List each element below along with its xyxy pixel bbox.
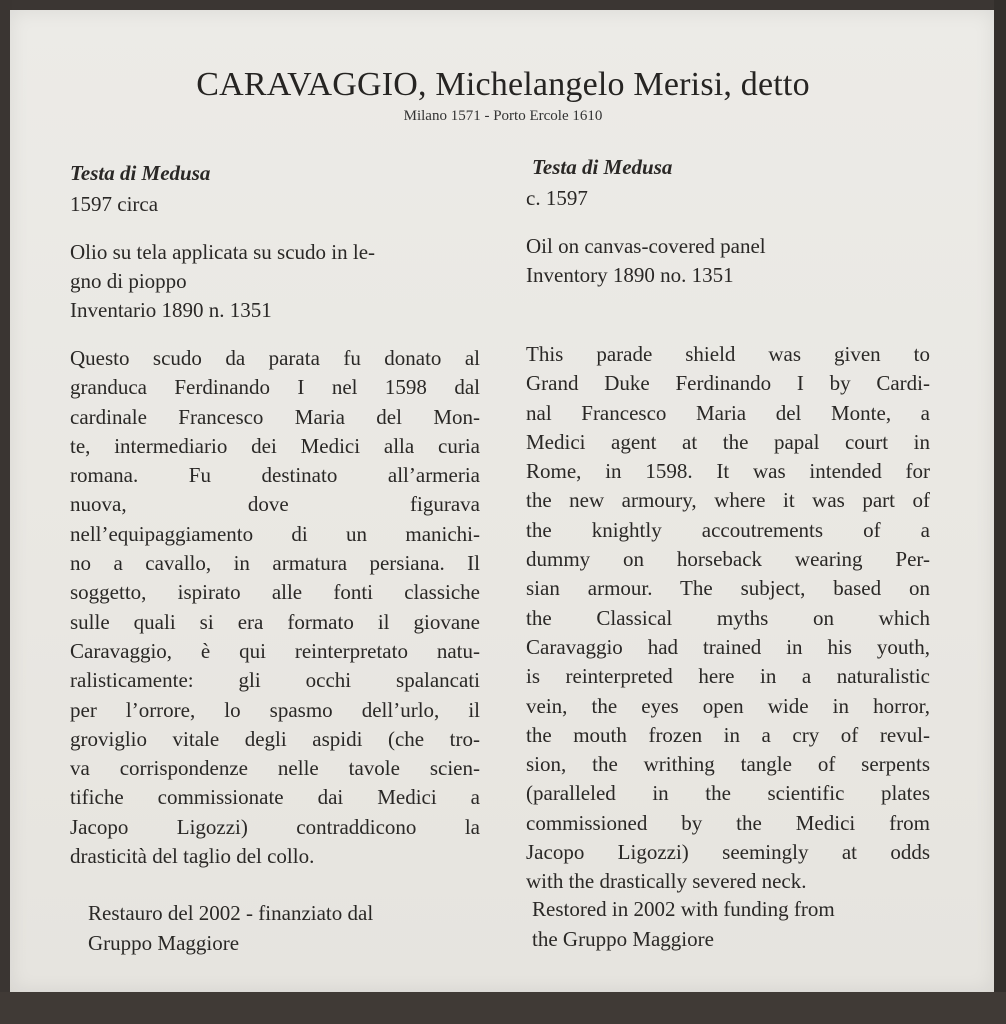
italian-credit-line: Gruppo Maggiore xyxy=(88,931,240,955)
english-medium-line: Oil on canvas-covered panel xyxy=(526,234,766,258)
english-description-line: the new armoury, where it was part of xyxy=(526,488,930,513)
english-description-line: (paralleled in the scientific plates xyxy=(526,781,930,806)
italian-description-line: nell’equipaggiamento di un manichi- xyxy=(70,521,480,546)
english-description-line: nal Francesco Maria del Monte, a xyxy=(526,400,930,425)
english-description-line: Grand Duke Ferdinando I by Cardi- xyxy=(526,371,930,396)
italian-medium-line: gno di pioppo xyxy=(70,269,187,293)
english-description-line: commissioned by the Medici from xyxy=(526,810,930,835)
english-description-line: Rome, in 1598. It was intended for xyxy=(526,459,930,484)
english-description-line: This parade shield was given to xyxy=(526,342,930,366)
english-description-line: is reinterpreted here in a naturalistic xyxy=(526,664,930,689)
english-description-line: vein, the eyes open wide in horror, xyxy=(526,693,930,718)
english-description-line: Medici agent at the papal court in xyxy=(526,429,930,454)
italian-description-line: Caravaggio, è qui reinterpretato natu- xyxy=(70,638,480,663)
italian-description-line: granduca Ferdinando I nel 1598 dal xyxy=(70,375,480,400)
italian-medium-line: Inventario 1890 n. 1351 xyxy=(70,298,272,322)
english-description-line: Jacopo Ligozzi) seemingly at odds xyxy=(526,840,930,865)
italian-description-line: Questo scudo da parata fu donato al xyxy=(70,346,480,370)
italian-description-line: soggetto, ispirato alle fonti classiche xyxy=(70,580,480,605)
italian-description-line: per l’orrore, lo spasmo dell’urlo, il xyxy=(70,697,480,722)
english-credit-line: Restored in 2002 with funding from xyxy=(532,897,835,921)
italian-credit xyxy=(88,898,498,958)
frame-right-edge xyxy=(994,0,1006,1024)
artist-title: CARAVAGGIO, Michelangelo Merisi, detto xyxy=(196,66,810,103)
italian-description-line: va corrispondenze nelle tavole scien- xyxy=(70,756,480,781)
english-description xyxy=(526,340,930,897)
italian-description-line: romana. Fu destinato all’armeria xyxy=(70,463,480,488)
frame-bottom-edge xyxy=(0,992,1006,1024)
english-description-line: with the drastically severed neck. xyxy=(526,869,807,894)
english-description-line: the knightly accoutrements of a xyxy=(526,517,930,542)
english-medium xyxy=(526,232,930,290)
italian-description-line: cardinale Francesco Maria del Mon- xyxy=(70,404,480,429)
english-description-line: sion, the writhing tangle of serpents xyxy=(526,752,930,777)
italian-medium-line: Olio su tela applicata su scudo in le- xyxy=(70,240,376,264)
english-description-line: Caravaggio had trained in his youth, xyxy=(526,634,930,659)
italian-date: 1597 circa xyxy=(70,192,159,216)
english-credit-line: the Gruppo Maggiore xyxy=(532,927,714,951)
artist-dates: Milano 1571 - Porto Ercole 1610 xyxy=(403,108,603,124)
italian-description-line: te, intermediario dei Medici alla curia xyxy=(70,433,480,458)
italian-description xyxy=(70,344,480,871)
italian-medium xyxy=(70,238,480,325)
italian-description-line: sulle quali si era formato il giovane xyxy=(70,609,480,634)
italian-credit-line: Restauro del 2002 - finanziato dal xyxy=(88,901,374,925)
italian-description-line: Jacopo Ligozzi) contraddicono la xyxy=(70,814,480,839)
italian-description-line: drasticità del taglio del collo. xyxy=(70,844,315,869)
english-description-line: dummy on horseback wearing Per- xyxy=(526,547,930,572)
english-work-title: Testa di Medusa xyxy=(532,155,673,179)
italian-description-line: no a cavallo, in armatura persiana. Il xyxy=(70,551,480,576)
english-credit xyxy=(532,894,936,954)
italian-description-line: nuova, dove figurava xyxy=(70,492,480,517)
english-medium-line: Inventory 1890 no. 1351 xyxy=(526,263,734,287)
italian-description-line: groviglio vitale degli aspidi (che tro- xyxy=(70,726,480,751)
english-description-line: the Classical myths on which xyxy=(526,605,930,630)
english-date: c. 1597 xyxy=(526,186,588,210)
italian-description-line: tifiche commissionate dai Medici a xyxy=(70,785,480,810)
english-description-line: the mouth frozen in a cry of revul- xyxy=(526,722,930,747)
english-description-line: sian armour. The subject, based on xyxy=(526,576,930,601)
italian-description-line: ralisticamente: gli occhi spalancati xyxy=(70,668,480,693)
italian-work-title: Testa di Medusa xyxy=(70,161,211,185)
